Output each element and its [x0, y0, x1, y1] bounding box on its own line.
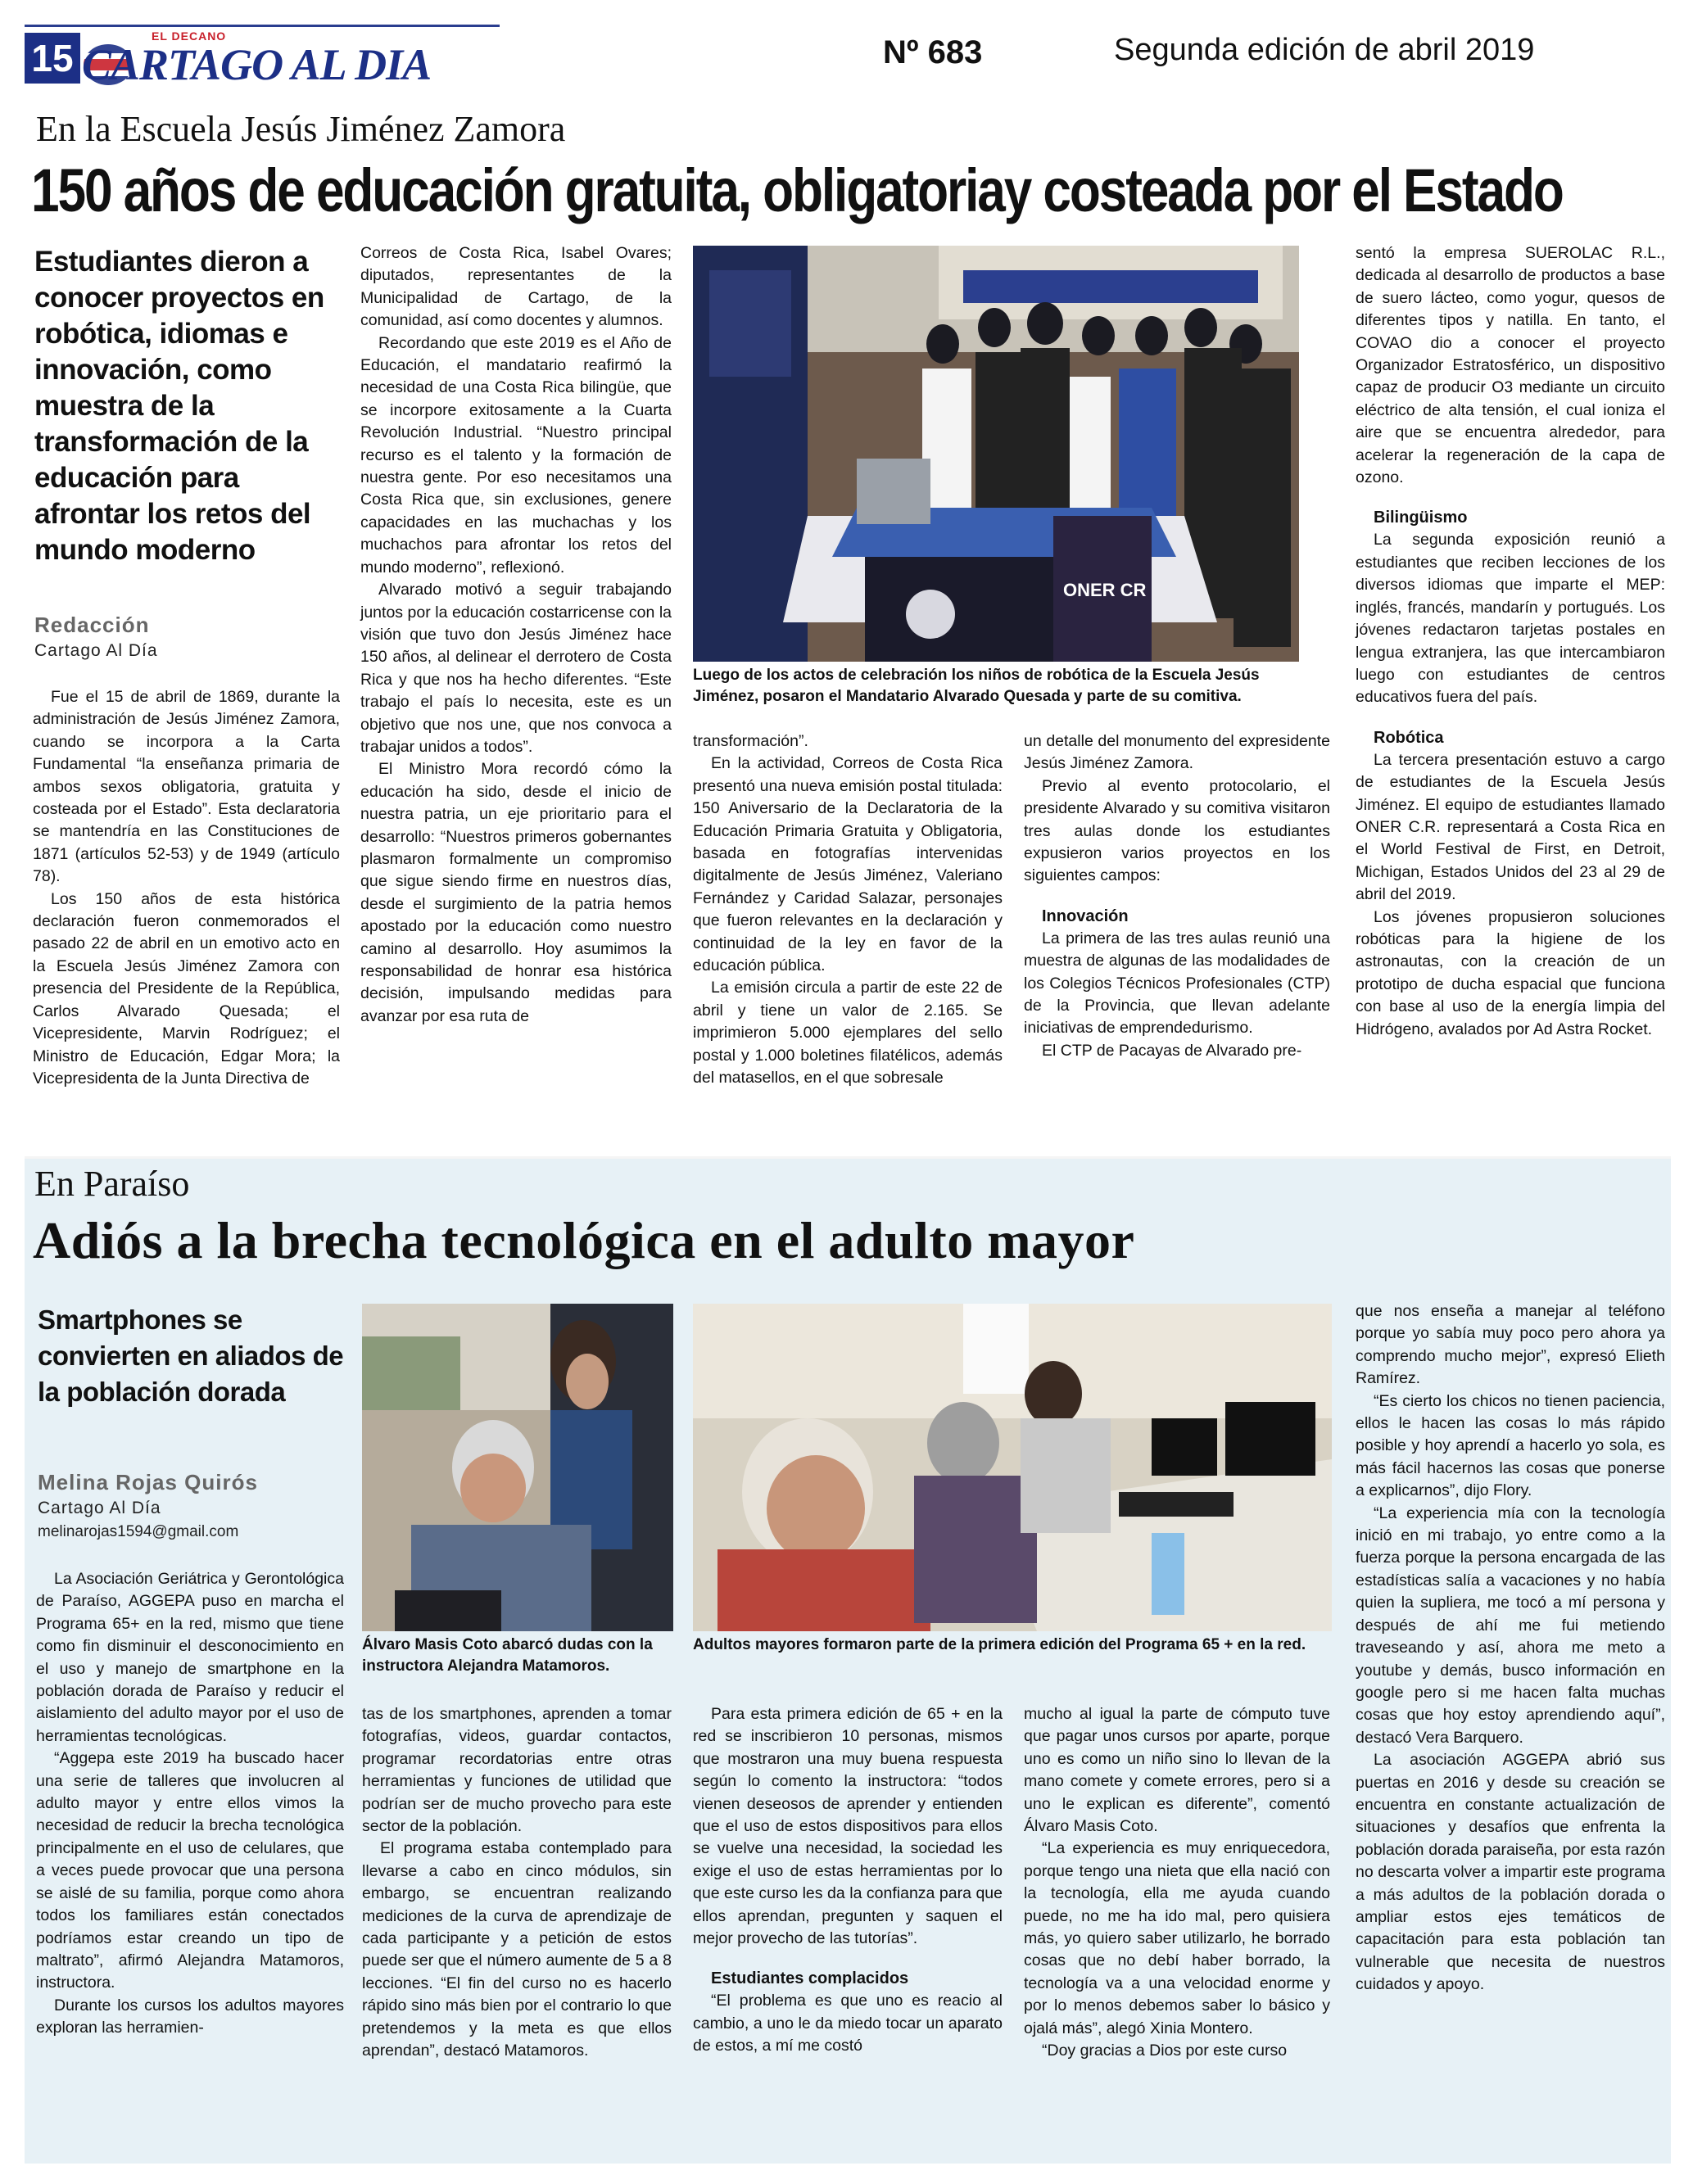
article2-column-4 [1024, 1703, 1330, 2063]
page-number: 15 [25, 33, 80, 84]
header-rule [25, 25, 500, 27]
edition-date: Segunda edición de abril 2019 [1114, 33, 1535, 67]
article2-column-2 [362, 1703, 672, 2063]
paragraph: “Doy gracias a Dios por este curso [1042, 2042, 1288, 2060]
robotics-team-photo-drawing [693, 246, 1299, 662]
author-outlet: Cartago Al Día [34, 641, 158, 660]
paragraph: Los 150 años de esta histórica declaración fueron conmemorados el pasado 22 de abril en un emotivo acto en la Escuela Jesús Jiménez Zamora con presencia del Presidente de la República, Carlos Alvarado Quesada; el Vicepresidente, Marvin Rodríguez; el Ministro de Educación, Edgar Mora; la Vicepresidenta de la Junta Directiva de [33, 889, 340, 1087]
paragraph: transformación”. [693, 732, 808, 750]
article1-deck: Estudiantes dieron a conocer proyectos en robótica, idiomas e innovación, como muestra de la transformación de la educación para afrontar los retos del mundo moderno [34, 246, 324, 566]
paragraph: que nos enseña a manejar al teléfono porque yo sabía muy poco pero ahora ya comprendo mucho mejor”, expresó Elieth Ramírez. [1356, 1302, 1665, 1388]
paragraph: La Asociación Geriátrica y Gerontológica de Paraíso, AGGEPA puso en marcha el Programa 65+ en la red, mismo que tiene como fin disminuir el desconocimiento en el uso y manejo de smartphone en la población dorada de Paraíso y reducir el aislamiento del adulto mayor por el uso de herramientas tecnológicas. [36, 1570, 344, 1745]
paragraph: Durante los cursos los adultos mayores exploran las herramien- [36, 1996, 344, 2037]
paragraph: sentó la empresa SUEROLAC R.L., dedicada al desarrollo de productos a base de suero lácteo, como yogur, quesos de diferentes tipos y natilla. En tanto, el COVAO dio a conocer el proyecto Organizador Estratosférico, un dispositivo capaz de producir O3 mediante un circuito eléctrico de alta tensión, el cual ioniza el aire que se encuentra alrededor, para acelerar la regeneración de la capa de ozono. [1356, 244, 1665, 487]
article1-headline: 150 años de educación gratuita, obligatoriay costeada por el Estado [31, 156, 1563, 224]
article2-column-3 [693, 1703, 1003, 2058]
article1-byline [34, 613, 158, 661]
instructor-photo-drawing [362, 1304, 673, 1631]
author-outlet: Cartago Al Día [38, 1499, 161, 1517]
paragraph: Correos de Costa Rica, Isabel Ovares; diputados, representantes de la Municipalidad de Cartago, de la comunidad, así como docentes y alumnos. [360, 244, 672, 330]
article1-column-1 [33, 686, 340, 1090]
article1-column-3 [693, 730, 1003, 1090]
paragraph: La emisión circula a partir de este 22 de abril y tiene un valor de 2.165. Se imprimieron 5.000 ejemplares del sello postal y 1.000 boletines filatélicos, además del matasellos, en el que sobresale [693, 979, 1003, 1087]
article1-column-2 [360, 242, 672, 1028]
paragraph: La asociación AGGEPA abrió sus puertas en 2016 y desde su creación se encuentra en constante actualización de situaciones y desafíos que enfrenta la población dorada paraiseña, por esta razón no descarta volver a impartir este programa a más adultos de la población dorada o ampliar estos ejes temáticos de capacitación para esta población tan vulnerable que necesita de nuestros cuidados y apoyo. [1356, 1751, 1665, 1994]
author-email: melinarojas1594@gmail.com [38, 1523, 239, 1540]
paragraph: “La experiencia es muy enriquecedora, porque tengo una nieta que ella nació con la tecnología, ella me ayuda cuando puede, no me ha ido mal, pero quisiera más, yo quiero saber utilizarlo, he borrado cosas que no debí haber borrado, la tecnología va a una velocidad enorme y por lo menos debemos saber lo básico y ojalá más”, alegó Xinia Montero. [1024, 1839, 1330, 2037]
paragraph: “Aggepa este 2019 ha buscado hacer una serie de talleres que involucren al adulto mayor y entre ellos vimos la necesidad de reducir la brecha tecnológica principalmente en el uso de celulares, que a veces puede provocar que una persona se aislé de su familia, porque como ahora todos los familiares están conectados podríamos estar creando un tipo de maltrato”, afirmó Alejandra Matamoros, instructora. [36, 1749, 344, 1992]
article1-column-4 [1024, 730, 1330, 1062]
paragraph: “La experiencia mía con la tecnología inició en mi trabajo, yo entre como a la fuerza porque la persona encargada de las estadísticas salía a vacaciones y no había quien la supliera, me tocó a mí persona y después de ahí me fui metiendo traveseando y así, ahora me meto a youtube y demás, busco información en google pero si me hacen falta muchas cosas que hoy estoy aprendiendo aquí”, destacó Vera Barquero. [1356, 1503, 1665, 1747]
author-name: Redacción [34, 613, 150, 637]
article1-kicker: En la Escuela Jesús Jiménez Zamora [36, 109, 566, 149]
paragraph: La segunda exposición reunió a estudiantes que reciben lecciones de los diversos idiomas que imparte el MEP: inglés, francés, mandarín y portugués. Los jóvenes redactaron tarjetas postales en lengua extranjera, las que intercambiaron luego con estudiantes de centros educativos fuera del país. [1356, 531, 1665, 707]
photo-banner-text: ONER CR [1063, 580, 1147, 600]
article2-column-5 [1356, 1300, 1665, 1996]
paragraph: Previo al evento protocolario, el presidente Alvarado y su comitiva visitaron tres aulas donde los estudiantes expusieron varios proyectos en los siguientes campos: [1024, 776, 1330, 885]
classroom-photo-caption: Adultos mayores formaron parte de la primera edición del Programa 65 + en la red. [693, 1636, 1306, 1653]
author-name: Melina Rojas Quirós [38, 1470, 258, 1494]
section-heading-robotica: Robótica [1374, 728, 1444, 747]
paragraph: tas de los smartphones, aprenden a tomar fotografías, videos, guardar contactos, programar recordatorias entre otras herramientas y funciones de utilidad que podrían ser de mucho provecho para este sector de la población. [362, 1705, 672, 1836]
paragraph: Recordando que este 2019 es el Año de Educación, el mandatario reafirmó la necesidad de una Costa Rica bilingüe, que se incorpore exitosamente a la Cuarta Revolución Industrial. “Nuestro principal recurso es el talento y la formación de nuestra gente. Por eso necesitamos una Costa Rica que, sin exclusiones, genere capacidades en las muchachas y los muchachos para afrontar los retos del mundo moderno”, reflexionó. [360, 333, 672, 577]
instructor-photo-caption: Álvaro Masis Coto abarcó dudas con la instructora Alejandra Matamoros. [362, 1636, 653, 1675]
logo-name: CARTAGO AL DIA [82, 40, 432, 89]
paragraph: Fue el 15 de abril de 1869, durante la administración de Jesús Jiménez Zamora, cuando se incorpora a la Carta Fundamental “la enseñanza primaria de ambos sexos obligatoria, gratuita y costeada por el Estado”. Esta declaratoria se mantendría en las Constituciones de 1871 (artículos 52-53) y de 1949 (artículo 78). [33, 688, 340, 886]
masthead-logo [82, 28, 432, 89]
paragraph: La primera de las tres aulas reunió una muestra de algunas de las modalidades de los Colegios Técnicos Profesionales (CTP) de la Provincia, que llevan adelante iniciativas de emprendedurismo. [1024, 929, 1330, 1038]
paragraph: Los jóvenes propusieron soluciones robóticas para la higiene de los astronautas, con la creación de un prototipo de ducha espacial que funciona con base al uso de la energía limpia del Hidrógeno, avalados por Ad Astra Rocket. [1356, 907, 1665, 1038]
paragraph: mucho al igual la parte de cómputo tuve que pagar unos cursos por aparte, porque uno es como un niño sino lo llevan de la mano comete y comete errores, pero si a uno le explican es diferente”, comentó Álvaro Masis Coto. [1024, 1705, 1330, 1836]
classroom-photo-drawing [693, 1304, 1332, 1631]
paragraph: En la actividad, Correos de Costa Rica presentó una nueva emisión postal titulada: 150 Aniversario de la Declaratoria de la Educación Primaria Gratuita y Obligatoria, basada en fotografías intervenidas digitalmente de Jesús Jiménez, Valeriano Fernández y Caridad Salazar, personajes que fueron relevantes en la declaración y continuidad de la ley en favor de la educación pública. [693, 754, 1003, 975]
paragraph: un detalle del monumento del expresidente Jesús Jiménez Zamora. [1024, 732, 1330, 773]
classroom-photo [693, 1304, 1332, 1631]
article2-deck: Smartphones se convierten en aliados de la población dorada [38, 1305, 344, 1407]
paragraph: El Ministro Mora recordó cómo la educación ha sido, desde el inicio de nuestra patria, un eje prioritario para el desarrollo: “Nuestros primeros gobernantes plasmaron formalmente un compromiso que sigue siendo firme en nuestros días, desde el surgimiento de la patria hemos apostado por la educación como nuestro camino al desarrollo. Hoy asumimos la responsabilidad de honrar esa histórica decisión, impulsando medidas para avanzar por esa ruta de [360, 760, 672, 1025]
section-heading-estudiantes-complacidos: Estudiantes complacidos [711, 1969, 909, 1988]
article2-headline: Adiós a la brecha tecnológica en el adulto mayor [33, 1211, 1135, 1269]
issue-number: Nº 683 [883, 34, 983, 70]
paragraph: Alvarado motivó a seguir trabajando juntos por la educación costarricense con la visión que tuvo don Jesús Jiménez hace 150 años, al delinear el derrotero de Costa Rica y que nos ha hecho diferentes. “Este trabajo el país lo necesita, este es un objetivo que nos une, que nos convoca a trabajar unidos a todos”. [360, 581, 672, 756]
paragraph: La tercera presentación estuvo a cargo de estudiantes de la Escuela Jesús Jiménez. El equipo de estudiantes llamado ONER C.R. representará a Costa Rica en el World Festival de First, en Detroit, Michigan, Estados Unidos del 23 al 29 de abril del 2019. [1356, 750, 1665, 904]
paragraph: El programa estaba contemplado para llevarse a cabo en cinco módulos, sin embargo, se encuentran realizando mediciones de la curva de aprendizaje de cada participante y a petición de estos puede ser que el número aumente de 5 a 8 lecciones. “El fin del curso no es hacerlo rápido sino más bien por el contrario lo que pretendemos y la meta es que ellos aprendan”, destacó Matamoros. [362, 1839, 672, 2060]
robotics-team-photo [693, 246, 1299, 662]
robotics-photo-caption: Luego de los actos de celebración los niños de robótica de la Escuela Jesús Jiménez, posaron el Mandatario Alvarado Quesada y parte de su comitiva. [693, 667, 1260, 705]
logo-tagline: EL DECANO [152, 29, 227, 43]
section-heading-innovacion: Innovación [1042, 907, 1129, 925]
article2-kicker: En Paraíso [34, 1164, 190, 1204]
paragraph: El CTP de Pacayas de Alvarado pre- [1042, 1041, 1302, 1060]
paragraph: “Es cierto los chicos no tienen paciencia, ellos le hacen las cosas lo más rápido posible y hoy aprendí a hacerlo yo sola, es más fácil hacernos las cosas que ponerse a explicarnos”, dijo Flory. [1356, 1391, 1665, 1500]
article2-byline [38, 1470, 258, 1541]
section-heading-bilinguismo: Bilingüismo [1374, 509, 1468, 527]
instructor-photo [362, 1304, 673, 1631]
paragraph: Para esta primera edición de 65 + en la red se inscribieron 10 personas, mismos que mostraron una muy buena respuesta según lo comento la instructora: “todos vienen deseosos de aprender y entienden que el uso de estos dispositivos para ellos se vuelve una necesidad, la sociedad les exige el uso de estas herramientas por lo que este curso les da la confianza para que ellos aprendan, pregunten y saquen el mejor provecho de las tutorías”. [693, 1705, 1003, 1948]
paragraph: “El problema es que uno es reacio al cambio, a uno le da miedo tocar un aparato de estos, a mí me costó [693, 1992, 1003, 2055]
article2-column-1 [36, 1568, 344, 2040]
article1-column-5 [1356, 242, 1665, 1041]
